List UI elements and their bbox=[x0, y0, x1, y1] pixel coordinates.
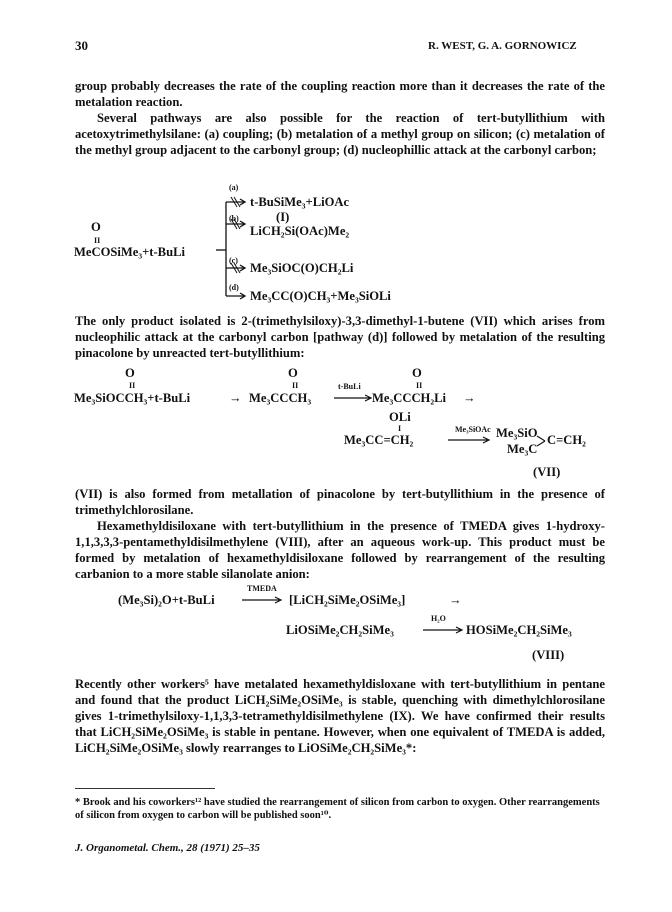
scheme2-reactant: Me₃SiOCCH₃+t-BuLi bbox=[74, 391, 191, 405]
scheme2-product-alkene: C=CH₂ bbox=[547, 433, 586, 447]
scheme2-product-tbutyl: Me₃C bbox=[507, 442, 538, 456]
product-b: LiCH₂Si(OAc)Me₂ bbox=[250, 224, 350, 238]
scheme3-arrow: → bbox=[449, 593, 462, 607]
path-label-b: (b) bbox=[229, 214, 239, 223]
footnote: * Brook and his coworkers¹² have studied the rearrangement of silicon from carbon to oxygen. Other rearrangements of silicon from oxygen to carbon will be published soon¹⁰. bbox=[75, 797, 600, 821]
journal-citation: J. Organometal. Chem., 28 (1971) 25–35 bbox=[75, 842, 260, 854]
compound-label-viii: (VIII) bbox=[532, 648, 565, 662]
path-label-d: (d) bbox=[229, 283, 239, 292]
page-number: 30 bbox=[75, 38, 88, 53]
scheme2-oxygen-1: O bbox=[125, 366, 135, 380]
scheme2-oli: OLi bbox=[389, 410, 411, 424]
double-bond-mark: II bbox=[94, 236, 101, 245]
scheme2-pinacolone: Me₃CCCH₃ bbox=[249, 391, 312, 405]
running-header-authors: R. WEST, G. A. GORNOWICZ bbox=[428, 40, 577, 52]
scheme3-long-arrow-1 bbox=[242, 596, 284, 604]
paragraph-3: The only product isolated is 2-(trimethylsiloxy)-3,3-dimethyl-1-butene (VII) which arises from nucleophilic attack at the carbonyl carbon [pathway (d)] followed by metalation of the resulting pinacolone by unreacted tert-butyllithium: bbox=[75, 314, 605, 360]
scheme3-long-arrow-2 bbox=[423, 626, 465, 634]
scheme2-condition-tbuli: t-BuLi bbox=[338, 382, 361, 391]
scheme2-long-arrow-2 bbox=[448, 436, 493, 444]
scheme3-carbanion: [LiCH₂SiMe₂OSiMe₃] bbox=[289, 593, 406, 607]
product-d: Me₃CC(O)CH₃+Me₃SiOLi bbox=[250, 289, 391, 303]
product-b-number: (I) bbox=[276, 210, 290, 224]
product-c: Me₃SiOC(O)CH₂Li bbox=[250, 261, 354, 275]
footnote-rule bbox=[75, 788, 215, 789]
scheme2-lithio-ketone: Me₃CCCH₂Li bbox=[372, 391, 447, 405]
scheme2-enolate: Me₃CC=CH₂ bbox=[344, 433, 414, 447]
scheme3-reactants: (Me₃Si)₂O+t-BuLi bbox=[118, 593, 215, 607]
scheme2-oxygen-3: O bbox=[412, 366, 422, 380]
reactant-formula: MeCOSiMe₃+t-BuLi bbox=[74, 245, 185, 259]
path-label-c: (c) bbox=[229, 256, 238, 265]
path-label-a: (a) bbox=[229, 183, 239, 192]
paragraph-2: Several pathways are also possible for the reaction of tert-butyllithium with acetoxytrimethylsilane: (a) coupling; (b) metalation of a methyl group on silicon; (c) metalation of the methyl group adjacent to the carbonyl group; (d) nucleophillic attack at the carbonyl carbon; bbox=[75, 111, 605, 157]
product-a: t-BuSiMe₃+LiOAc bbox=[250, 195, 350, 209]
scheme2-single-bond: I bbox=[398, 424, 402, 433]
scheme2-dbl-2: II bbox=[292, 381, 299, 390]
scheme2-dbl-3: II bbox=[416, 381, 423, 390]
scheme2-arrow-1: → bbox=[229, 391, 242, 405]
scheme2-product-siloxy: Me₃SiO bbox=[496, 426, 538, 440]
carbonyl-oxygen: O bbox=[91, 220, 101, 234]
paragraph-5: Hexamethyldisiloxane with tert-butyllithium in the presence of TMEDA gives 1-hydroxy-1,1,3,3,3-pentamethyldisilmethylene (VIII), after an aqueous work-up. This product must be formed by metalation of hexamethyldisiloxane followed by rearrangement of the resulting carbanion to a more stable silanolate anion: bbox=[75, 519, 605, 581]
paragraph-4: (VII) is also formed from metallation of pinacolone by tert-butyllithium in the presence of trimethylchlorosilane. bbox=[75, 487, 605, 517]
scheme2-long-arrow-1 bbox=[334, 394, 374, 402]
compound-label-vii: (VII) bbox=[533, 465, 561, 479]
scheme2-dbl-1: II bbox=[129, 381, 136, 390]
scheme2-arrow-2: → bbox=[463, 391, 476, 405]
scheme3-silanolate: LiOSiMe₂CH₂SiMe₃ bbox=[286, 623, 394, 637]
scheme3-condition-water: H₂O bbox=[431, 614, 446, 623]
scheme2-condition-me3sioac: Me₃SiOAc bbox=[455, 425, 491, 434]
paragraph-6: Recently other workers⁵ have metalated hexamethyldisloxane with tert-butyllithium in pentane and found that the product LiCH₂SiMe₂OSiMe₃ is stable, quenching with dimethylchlorosilane gives 1-trimethylsiloxy-1,1,3,3-tetramethyldisilmethylene (IX). We have confirmed their results that LiCH₂SiMe₂OSiMe₃ is stable in pentane. However, when one equivalent of TMEDA is added, LiCH₂SiMe₂OSiMe₃ slowly rearranges to LiOSiMe₂CH₂SiMe₃*: bbox=[75, 677, 605, 755]
scheme3-condition-tmeda: TMEDA bbox=[247, 584, 277, 593]
scheme3-product: HOSiMe₂CH₂SiMe₃ bbox=[466, 623, 572, 637]
scheme2-oxygen-2: O bbox=[288, 366, 298, 380]
paragraph-1: group probably decreases the rate of the coupling reaction more than it decreases the rate of the metalation reaction. bbox=[75, 79, 605, 109]
